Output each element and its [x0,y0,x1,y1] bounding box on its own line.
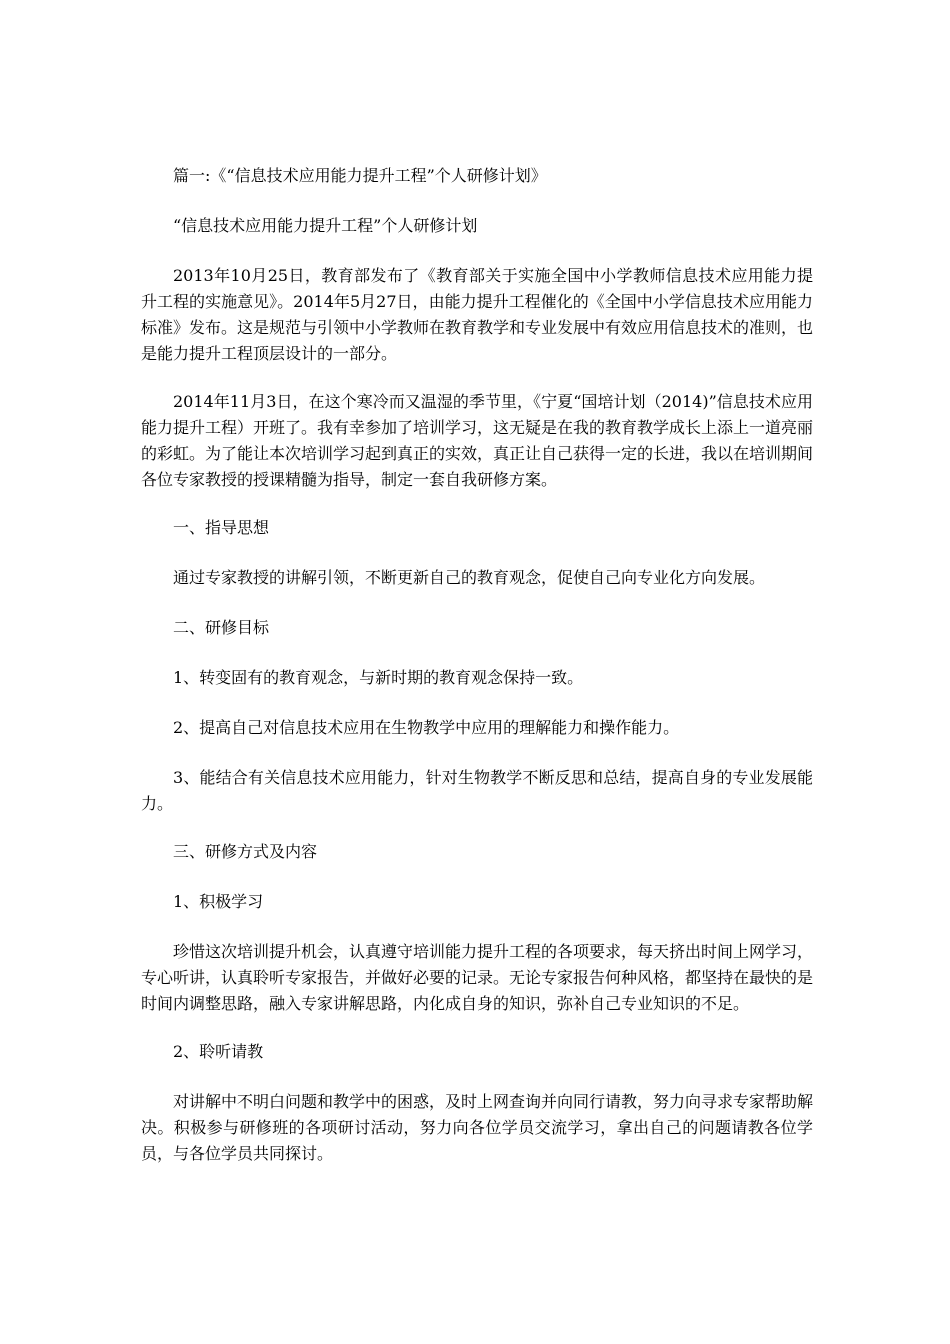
document-body [141,163,813,1189]
paragraph-listening: 对讲解中不明白问题和教学中的困惑，及时上网查询并向同行请教，努力向寻求专家帮助解决。积极参与研修班的各项研讨活动，努力向各位学员交流学习，拿出自己的问题请教各位学员，与各位学员共同探讨。 [141,1092,814,1163]
goal-item-3: 3、能结合有关信息技术应用能力，针对生物教学不断反思和总结，提高自身的专业发展能力。 [141,768,813,813]
goal-item-2: 2、提高自己对信息技术应用在生物教学中应用的理解能力和操作能力。 [173,718,680,737]
paragraph-learning: 珍惜这次培训提升机会，认真遵守培训能力提升工程的各项要求，每天挤出时间上网学习，专心听讲，认真聆听专家报告，并做好必要的记录。无论专家报告何种风格，都坚持在最快的是时间内调整思路，融入专家讲解思路，内化成自身的知识，弥补自己专业知识的不足。 [141,942,814,1013]
section-heading-guiding-thought: 一、指导思想 [173,518,270,537]
method-heading-listening: 2、聆听请教 [173,1042,264,1061]
document-title: 篇一:《“信息技术应用能力提升工程”个人研修计划》 [173,166,547,185]
paragraph-intro-training: 2014年11月3日，在这个寒冷而又温湿的季节里，《宁夏“国培计划（2014)”信息技术应用能力提升工程）开班了。我有幸参加了培训学习，这无疑是在我的教育教学成长上添上一道亮丽的彩虹。为了能让本次培训学习起到真正的实效，真正让自己获得一定的长进，我以在培训期间各位专家教授的授课精髓为指导，制定一套自我研修方案。 [141,392,814,489]
paragraph-intro-policy: 2013年10月25日，教育部发布了《教育部关于实施全国中小学教师信息技术应用能力提升工程的实施意见》。2014年5月27日，由能力提升工程催化的《全国中小学信息技术应用能力标准》发布。这是规范与引领中小学教师在教育教学和专业发展中有效应用信息技术的准则，也是能力提升工程顶层设计的一部分。 [141,266,814,363]
goal-item-1: 1、转变固有的教育观念，与新时期的教育观念保持一致。 [173,668,584,687]
plan-subtitle: “信息技术应用能力提升工程”个人研修计划 [173,216,478,235]
section-heading-goals: 二、研修目标 [173,618,270,637]
section-heading-methods: 三、研修方式及内容 [173,842,318,861]
paragraph-guiding-thought: 通过专家教授的讲解引领，不断更新自己的教育观念，促使自己向专业化方向发展。 [173,568,766,587]
method-heading-learning: 1、积极学习 [173,892,264,911]
